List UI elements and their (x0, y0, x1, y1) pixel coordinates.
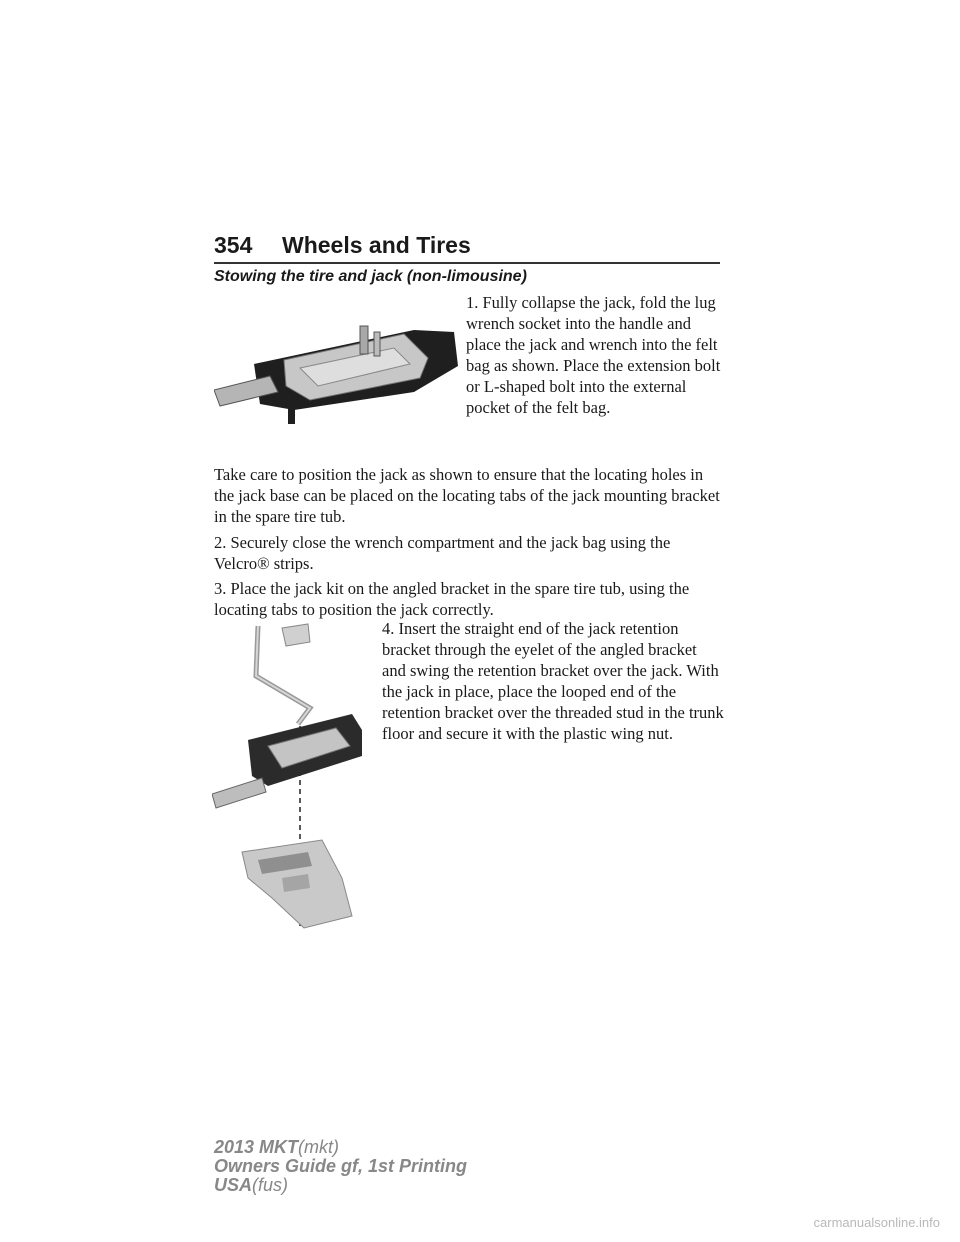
step-1-text: 1. Fully collapse the jack, fold the lug wrench socket into the handle and place the jack and wrench into the felt bag as shown. Place the extension bolt or L-shaped bolt into the external pocket of the felt bag. (466, 293, 721, 417)
footer (214, 1138, 467, 1195)
subheading: Stowing the tire and jack (non-limousine) (214, 268, 527, 285)
jack-position-note: Take care to position the jack as shown to ensure that the locating holes in the jack base can be placed on the locating tabs of the jack mounting bracket in the spare tire tub. (214, 465, 720, 526)
footer-line-2: Owners Guide gf, 1st Printing (214, 1156, 468, 1176)
footer-line-3: USA(fus) (214, 1175, 289, 1195)
jack-in-felt-bag-illustration (214, 320, 460, 424)
step-3-text: 3. Place the jack kit on the angled bracket in the spare tire tub, using the locating tabs to position the jack correctly. (214, 579, 690, 619)
page-header (214, 232, 720, 264)
step-2-text: 2. Securely close the wrench compartment and the jack bag using the Velcro® strips. (214, 533, 671, 573)
jack-retention-bracket-illustration (212, 616, 372, 942)
step-4-text: 4. Insert the straight end of the jack retention bracket through the eyelet of the angled bracket and swing the retention bracket over the jack. With the jack in place, place the looped end of the retention bracket over the threaded stud in the trunk floor and secure it with the plastic wing nut. (382, 619, 724, 743)
page-number: 354 (214, 232, 253, 258)
footer-line-1: 2013 MKT(mkt) (214, 1137, 340, 1157)
watermark: carmanualsonline.info (813, 1215, 940, 1230)
section-title: Wheels and Tires (282, 232, 471, 258)
